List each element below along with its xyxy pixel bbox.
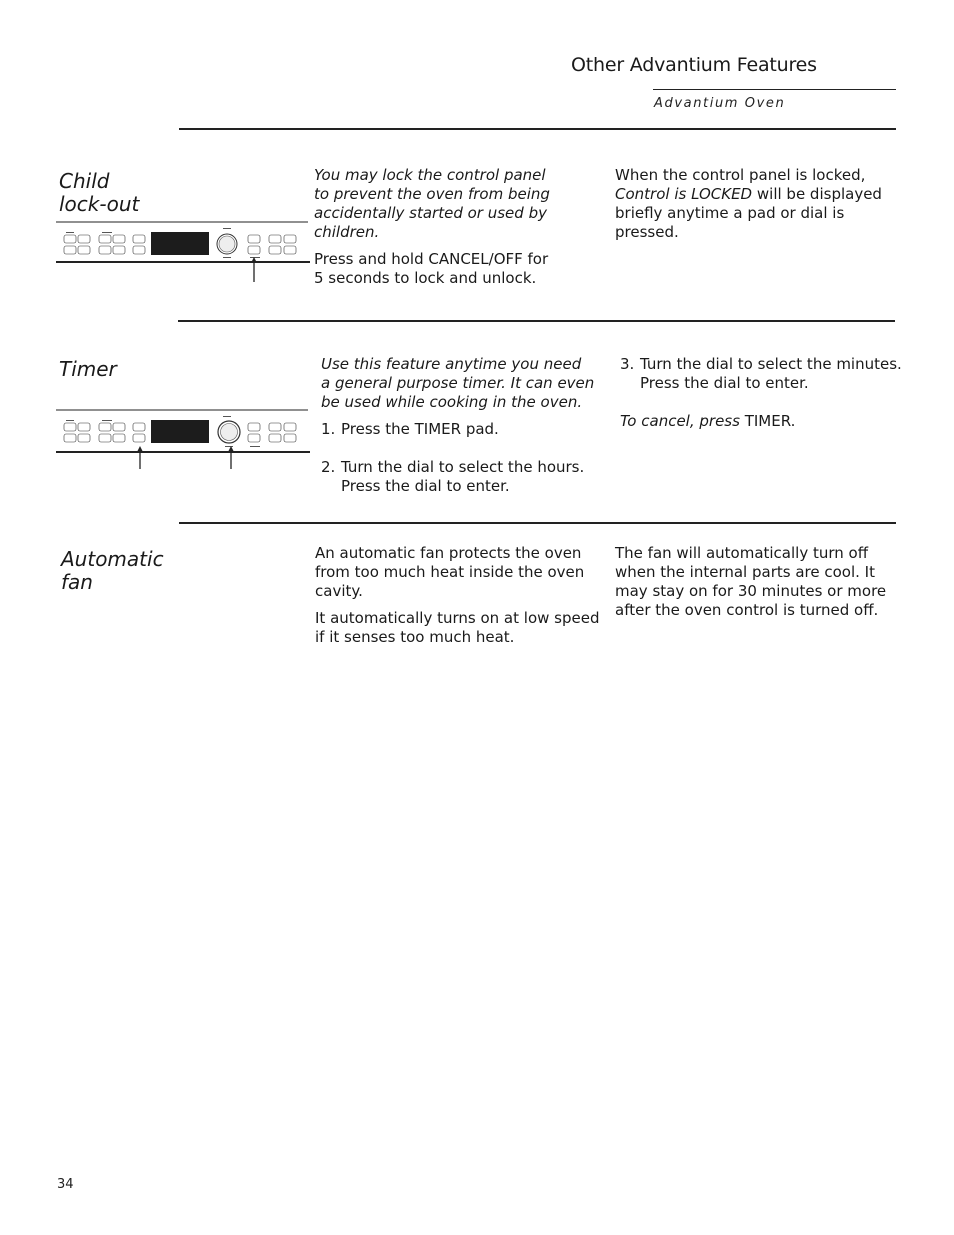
automatic-fan-col2: The fan will automatically turn off when the internal parts are cool. It may stay on for 30 minutes or more after the oven control is turned off.: [615, 544, 887, 619]
timer-step-1: 1. Press the TIMER pad.: [321, 420, 499, 438]
page-number: 34: [57, 1177, 74, 1192]
header-rule: [653, 89, 896, 90]
section-divider: [179, 522, 896, 524]
section-divider: [178, 320, 895, 322]
timer-step-3: 3. Turn the dial to select the minutes. Press the dial to enter.: [620, 355, 902, 392]
control-panel-svg: [56, 221, 310, 283]
page-header-subtitle: Advantium Oven: [654, 96, 786, 111]
section-divider: [179, 128, 896, 130]
control-panel-illustration: [56, 409, 310, 471]
timer-col1: Use this feature anytime you need a general purpose timer. It can even be used while cooking in the oven. 1. Press the TIMER pad. 2. Turn the dial to select the hours. Press the dial to enter.: [321, 355, 611, 496]
section-title-timer: Timer: [59, 357, 117, 381]
timer-col2: 3. Turn the dial to select the minutes. Press the dial to enter. To cancel, press TIMER.: [620, 355, 910, 431]
automatic-fan-col1: An automatic fan protects the oven from too much heat inside the oven cavity. It automatically turns on at low speed if it senses too much heat.: [315, 544, 600, 646]
child-lockout-col1: You may lock the control panel to prevent the oven from being accidentally started or used by children. Press and hold CANCEL/OFF for 5 seconds to lock and unlock.: [314, 166, 550, 287]
control-panel-svg: [56, 409, 310, 471]
page-header-title: Other Advantium Features: [571, 54, 817, 76]
section-title-automatic-fan: Automatic fan: [61, 547, 164, 594]
control-panel-illustration: [56, 221, 310, 283]
child-lockout-col2: When the control panel is locked, Control is LOCKED will be displayed briefly anytime a pad or dial is pressed.: [615, 166, 882, 241]
timer-step-2: 2. Turn the dial to select the hours. Press the dial to enter.: [321, 458, 585, 495]
section-title-child-lockout: Child lock-out: [59, 169, 140, 216]
